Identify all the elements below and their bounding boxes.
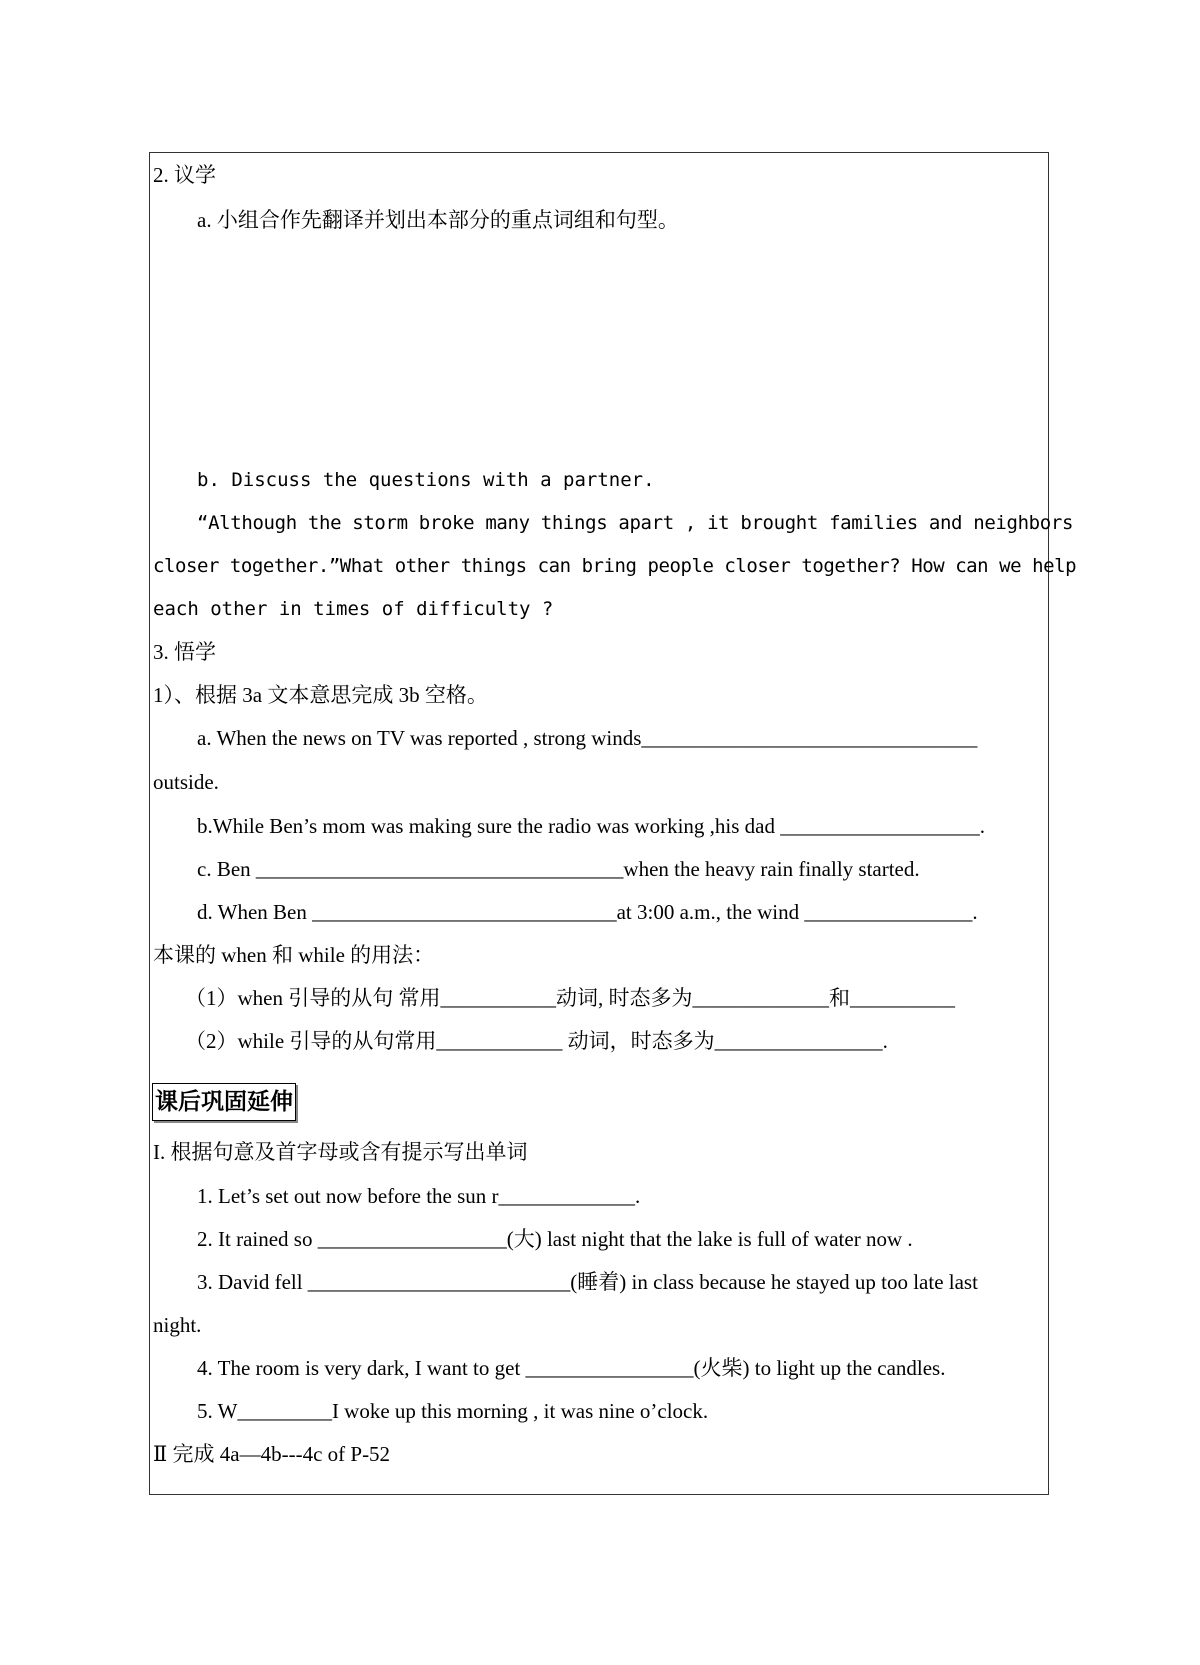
question-2: 2. It rained so __________________(大) last night that the lake is full of water now . xyxy=(197,1227,913,1251)
question-3-line-1: 3. David fell _________________________(睡着) in class because he stayed up too late last xyxy=(197,1270,978,1294)
exercise-a-line-2: outside. xyxy=(153,770,219,794)
exercise-d: d. When Ben _____________________________at 3:00 a.m., the wind ________________. xyxy=(197,900,978,924)
usage-when: （1）when 引导的从句 常用___________动词, 时态多为_____________和__________ xyxy=(185,986,955,1010)
part-1-title: I. 根据句意及首字母或含有提示写出单词 xyxy=(153,1140,528,1164)
usage-title: 本课的 when 和 while 的用法： xyxy=(153,943,435,967)
question-5: 5. W_________I woke up this morning , it was nine o’clock. xyxy=(197,1399,709,1423)
section-2-item-a: a. 小组合作先翻译并划出本部分的重点词组和句型。 xyxy=(197,208,679,232)
homework-heading: 课后巩固延伸 xyxy=(152,1083,296,1121)
exercise-b: b.While Ben’s mom was making sure the radio was working ,his dad ___________________. xyxy=(197,814,985,838)
exercise-c: c. Ben ___________________________________when the heavy rain finally started. xyxy=(197,857,920,881)
question-3-line-2: night. xyxy=(153,1313,202,1337)
section-3-instruction: 1）、根据 3a 文本意思完成 3b 空格。 xyxy=(153,683,488,707)
usage-while: （2）while 引导的从句常用____________ 动词，时态多为________________. xyxy=(185,1029,888,1053)
discussion-quote-line-2: closer together.”What other things can bring people closer together? How can we help xyxy=(153,555,1077,577)
part-2-title: Ⅱ 完成 4a—4b---4c of P-52 xyxy=(153,1442,391,1466)
section-3-title: 3. 悟学 xyxy=(153,640,216,664)
exercise-a-line-1: a. When the news on TV was reported , strong winds________________________________ xyxy=(197,726,978,750)
section-2-item-b: b. Discuss the questions with a partner. xyxy=(197,469,655,491)
section-2-title: 2. 议学 xyxy=(153,163,216,187)
question-1: 1. Let’s set out now before the sun r_____________. xyxy=(197,1184,641,1208)
question-4: 4. The room is very dark, I want to get ________________(火柴) to light up the candles. xyxy=(197,1356,946,1380)
discussion-quote-line-1: “Although the storm broke many things apart , it brought families and neighbors xyxy=(197,512,1074,534)
discussion-quote-line-3: each other in times of difficulty ? xyxy=(153,598,554,620)
